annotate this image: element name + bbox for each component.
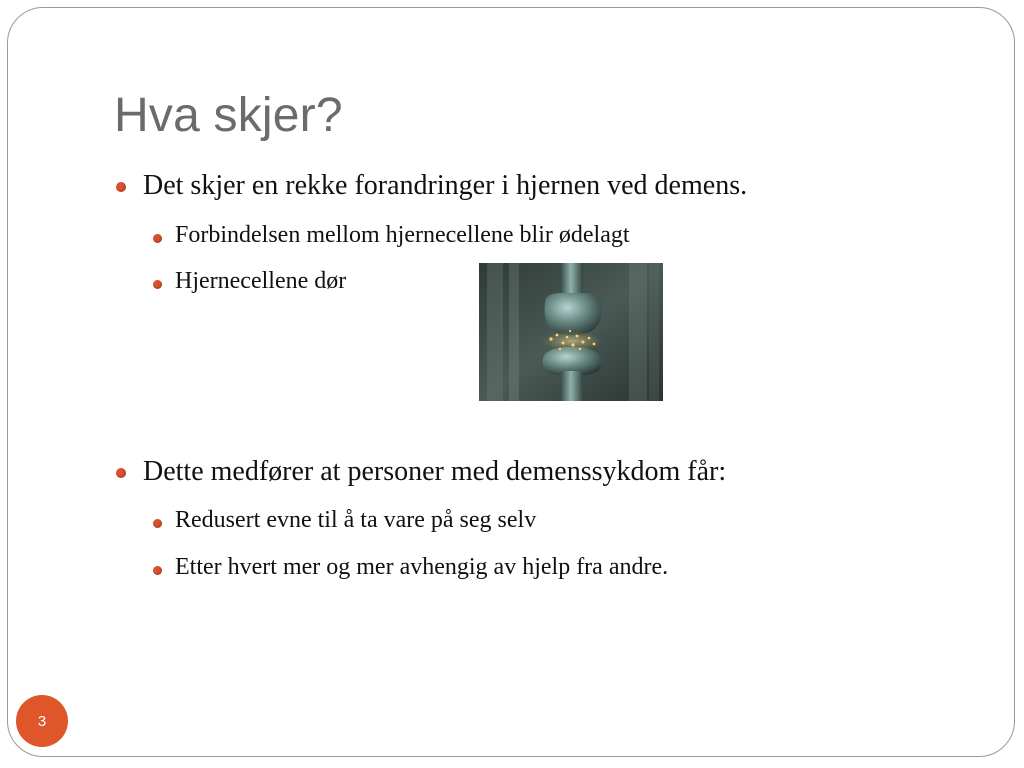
sub-bullet-dot (153, 566, 162, 575)
bullet-dot (116, 182, 126, 192)
sub-bullet-item-2-1: Redusert evne til å ta vare på seg selv (175, 507, 537, 533)
sub-bullet-dot (153, 234, 162, 243)
slide-title: Hva skjer? (114, 89, 343, 142)
bullet-item-1: Det skjer en rekke forandringer i hjernen ved demens. (143, 170, 748, 201)
slide-number-badge: 3 (16, 695, 68, 747)
sub-bullet-dot (153, 519, 162, 528)
bullet-item-2: Dette medfører at personer med demenssykdom får: (143, 456, 727, 487)
sub-bullet-item-1-1: Forbindelsen mellom hjernecellene blir ødelagt (175, 222, 630, 248)
sub-bullet-dot (153, 280, 162, 289)
sub-bullet-item-2-2: Etter hvert mer og mer avhengig av hjelp fra andre. (175, 554, 669, 580)
synapse-image (479, 263, 663, 401)
bullet-dot (116, 468, 126, 478)
sub-bullet-item-1-2: Hjernecellene dør (175, 268, 347, 294)
